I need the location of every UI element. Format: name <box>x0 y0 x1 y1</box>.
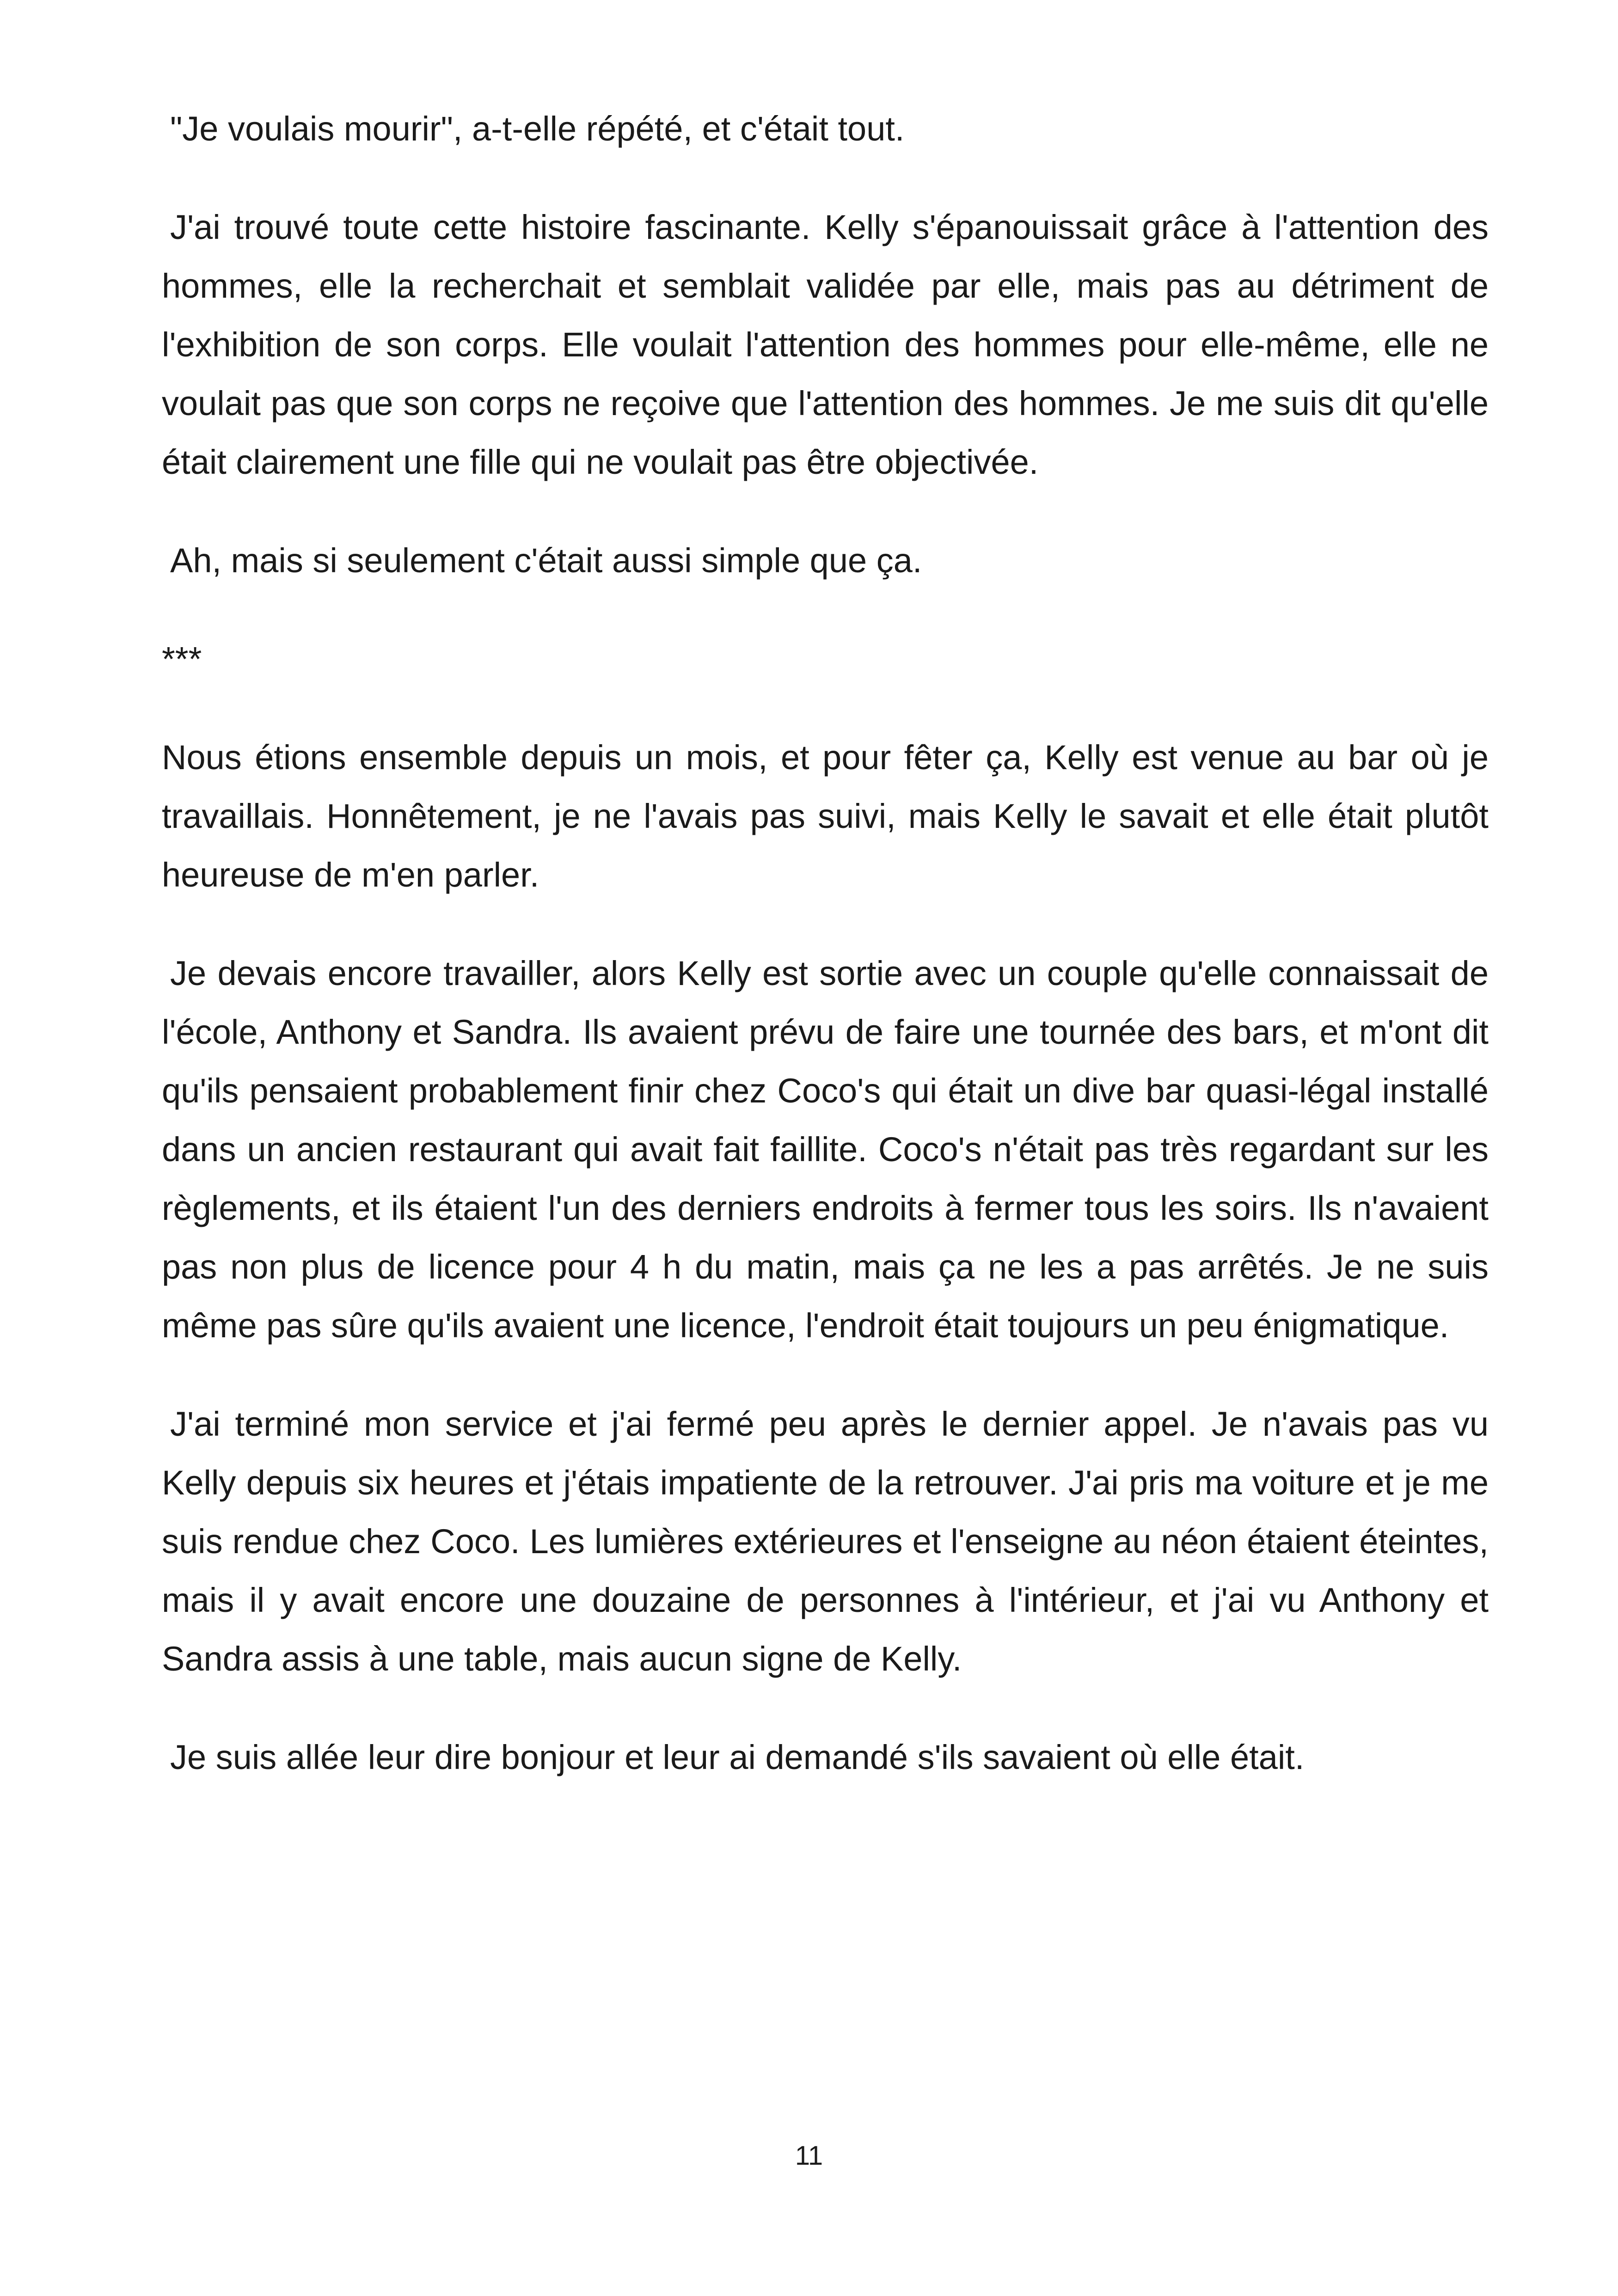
paragraph-quote: "Je voulais mourir", a-t-elle répété, et c'était tout. <box>170 110 905 148</box>
paragraph-simple: Ah, mais si seulement c'était aussi simple que ça. <box>170 541 922 580</box>
page-number: 11 <box>795 2141 823 2171</box>
paragraph-end-of-shift: J'ai terminé mon service et j'ai fermé peu après le dernier appel. Je n'avais pas vu Kelly depuis six heures et j'étais impatiente de la retrouver. J'ai pris ma voiture et je me suis rendue chez Coco. Les lumières extérieures et l'enseigne au néon étaient éteintes, mais il y avait encore une douzaine de personnes à l'intérieur, et j'ai vu Anthony et Sandra assis à une table, mais aucun signe de Kelly. <box>162 1405 1489 1678</box>
body-text <box>162 99 1489 1826</box>
paragraph-one-month: Nous étions ensemble depuis un mois, et pour fêter ça, Kelly est venue au bar où je travaillais. Honnêtement, je ne l'avais pas suivi, mais Kelly le savait et elle était plutôt heureuse de m'en parler. <box>162 738 1489 894</box>
paragraph-asked-where: Je suis allée leur dire bonjour et leur ai demandé s'ils savaient où elle était. <box>170 1738 1305 1776</box>
paragraph-fascinating-story: J'ai trouvé toute cette histoire fascinante. Kelly s'épanouissait grâce à l'attention des hommes, elle la recherchait et semblait validée par elle, mais pas au détriment de l'exhibition de son corps. Elle voulait l'attention des hommes pour elle-même, elle ne voulait pas que son corps ne reçoive que l'attention des hommes. Je me suis dit qu'elle était clairement une fille qui ne voulait pas être objectivée. <box>162 208 1489 481</box>
section-separator: *** <box>162 640 202 678</box>
paragraph-bar-tour: Je devais encore travailler, alors Kelly est sortie avec un couple qu'elle connaissait de l'école, Anthony et Sandra. Ils avaient prévu de faire une tournée des bars, et m'ont dit qu'ils pensaient probablement finir chez Coco's qui était un dive bar quasi-légal installé dans un ancien restaurant qui avait fait faillite. Coco's n'était pas très regardant sur les règlements, et ils étaient l'un des derniers endroits à fermer tous les soirs. Ils n'avaient pas non plus de licence pour 4 h du matin, mais ça ne les a pas arrêtés. Je ne suis même pas sûre qu'ils avaient une licence, l'endroit était toujours un peu énigmatique. <box>162 954 1489 1345</box>
